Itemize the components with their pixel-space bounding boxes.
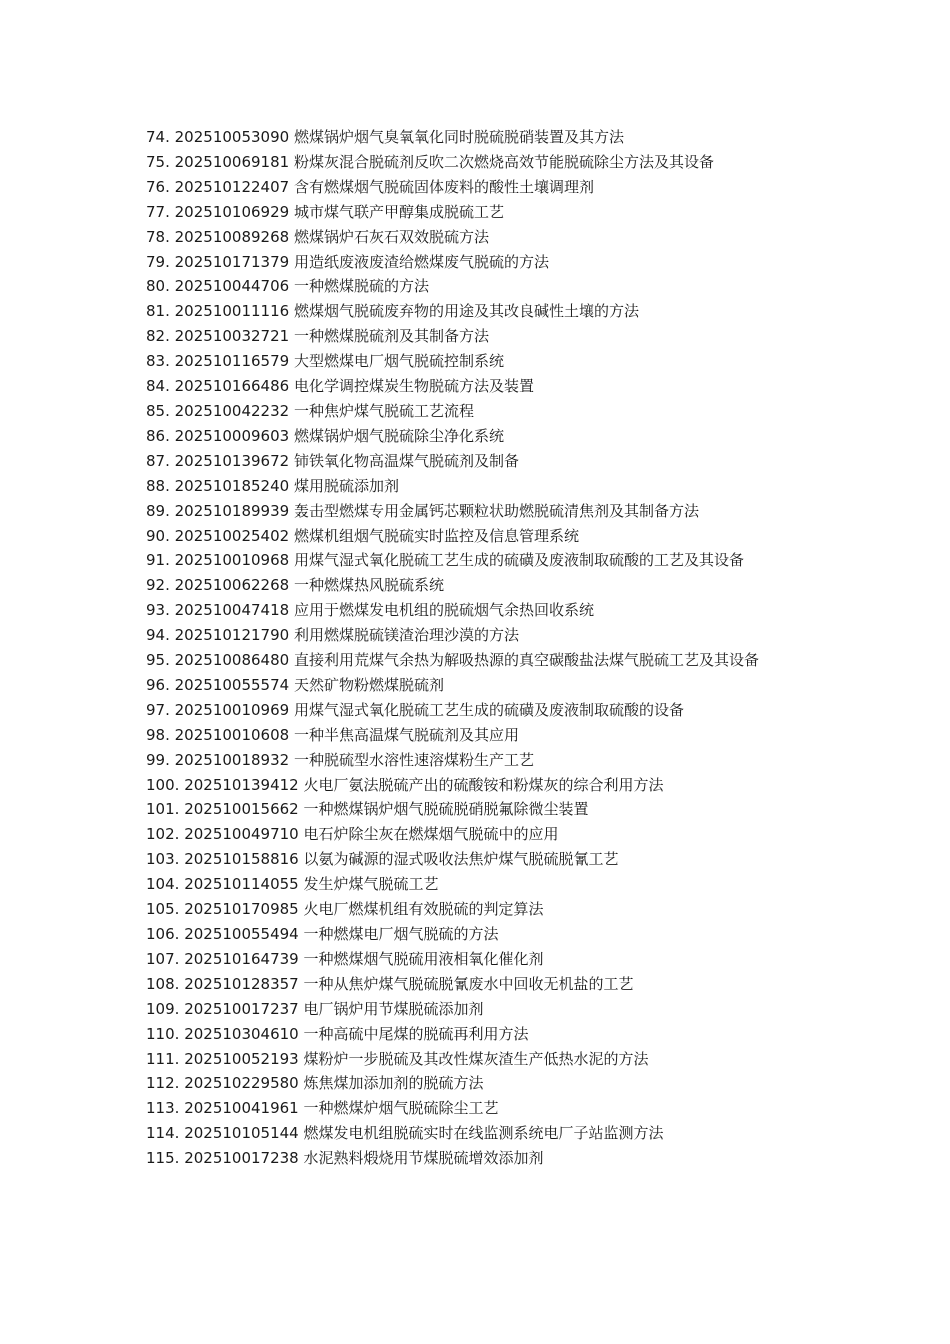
patent-title: 铈铁氧化物高温煤气脱硫剂及制备	[293, 451, 519, 470]
list-item	[146, 748, 806, 773]
application-number: 202510010969	[174, 700, 290, 719]
application-number: 202510025402	[174, 526, 290, 545]
application-number: 202510139412	[184, 775, 299, 794]
item-number: 114.	[146, 1124, 180, 1143]
patent-title: 用造纸废液废渣给燃煤废气脱硫的方法	[293, 252, 549, 271]
item-number: 106.	[146, 925, 180, 943]
application-number: 202510052193	[184, 1049, 299, 1068]
application-number: 202510009603	[174, 426, 290, 445]
application-number: 202510121790	[174, 626, 290, 645]
application-number: 202510106929	[174, 202, 290, 221]
patent-title: 城市煤气联产甲醇集成脱硫工艺	[293, 202, 504, 221]
list-item	[146, 499, 806, 524]
patent-title: 直接利用荒煤气余热为解吸热源的真空碳酸盐法煤气脱硫工艺及其设备	[293, 651, 759, 670]
application-number: 202510015662	[184, 800, 299, 819]
item-number: 91.	[146, 551, 170, 570]
patent-title: 以氨为碱源的湿式吸收法焦炉煤气脱硫脱氰工艺	[303, 850, 619, 869]
patent-title: 含有燃煤烟气脱硫固体废料的酸性土壤调理剂	[293, 177, 594, 196]
item-number: 89.	[146, 501, 170, 520]
patent-title: 天然矿物粉燃煤脱硫剂	[293, 675, 444, 694]
application-number: 202510185240	[174, 476, 290, 495]
application-number: 202510042232	[174, 401, 290, 420]
list-item	[146, 822, 806, 847]
item-number: 94.	[146, 626, 170, 645]
application-number: 202510069181	[174, 152, 290, 171]
patent-title: 发生炉煤气脱硫工艺	[303, 875, 439, 894]
list-item	[146, 922, 806, 947]
patent-title: 电厂锅炉用节煤脱硫添加剂	[303, 999, 484, 1018]
patent-title: 一种从焦炉煤气脱硫脱氰废水中回收无机盐的工艺	[303, 974, 634, 993]
item-number: 95.	[146, 651, 170, 670]
list-item	[146, 324, 806, 349]
item-number: 101.	[146, 800, 180, 819]
item-number: 105.	[146, 900, 180, 919]
item-number: 78.	[146, 227, 170, 246]
application-number: 202510055574	[174, 675, 290, 694]
application-number: 202510164739	[184, 949, 299, 968]
item-number: 113.	[146, 1099, 180, 1118]
patent-title: 煤粉炉一步脱硫及其改性煤灰渣生产低热水泥的方法	[303, 1049, 649, 1068]
list-item	[146, 349, 806, 374]
application-number: 202510041961	[184, 1099, 299, 1118]
patent-title: 粉煤灰混合脱硫剂反吹二次燃烧高效节能脱硫除尘方法及其设备	[293, 152, 714, 171]
patent-title: 一种焦炉煤气脱硫工艺流程	[293, 401, 474, 420]
patent-title: 燃煤锅炉石灰石双效脱硫方法	[293, 227, 489, 246]
list-item	[146, 947, 806, 972]
application-number: 202510044706	[174, 277, 290, 296]
item-number: 100.	[146, 775, 180, 794]
list-item	[146, 299, 806, 324]
application-number: 202510128357	[184, 974, 299, 993]
list-item	[146, 698, 806, 723]
item-number: 99.	[146, 750, 170, 769]
item-number: 98.	[146, 725, 170, 744]
list-item	[146, 125, 806, 150]
list-item	[146, 524, 806, 549]
patent-title: 火电厂燃煤机组有效脱硫的判定算法	[303, 900, 544, 919]
patent-title: 轰击型燃煤专用金属钙芯颗粒状助燃脱硫清焦剂及其制备方法	[293, 501, 699, 520]
application-number: 202510018932	[174, 750, 290, 769]
list-item	[146, 374, 806, 399]
patent-title: 燃煤机组烟气脱硫实时监控及信息管理系统	[293, 526, 579, 545]
list-item	[146, 598, 806, 623]
application-number: 202510086480	[174, 651, 290, 670]
application-number: 202510139672	[174, 451, 290, 470]
list-item	[146, 872, 806, 897]
list-item	[146, 773, 806, 798]
list-item	[146, 150, 806, 175]
list-item	[146, 449, 806, 474]
application-number: 202510122407	[174, 177, 290, 196]
application-number: 202510158816	[184, 850, 299, 869]
list-item	[146, 1096, 806, 1121]
item-number: 90.	[146, 526, 170, 545]
application-number: 202510089268	[174, 227, 290, 246]
list-item	[146, 399, 806, 424]
patent-title: 一种高硫中尾煤的脱硫再利用方法	[303, 1024, 529, 1043]
list-item	[146, 474, 806, 499]
list-item	[146, 424, 806, 449]
item-number: 86.	[146, 426, 170, 445]
patent-title: 一种燃煤炉烟气脱硫除尘工艺	[303, 1099, 499, 1118]
application-number: 202510011116	[174, 302, 290, 321]
list-item	[146, 274, 806, 299]
patent-title: 水泥熟料煅烧用节煤脱硫增效添加剂	[303, 1149, 544, 1168]
application-number: 202510017237	[184, 999, 299, 1018]
application-number: 202510010968	[174, 551, 290, 570]
item-number: 93.	[146, 601, 170, 620]
list-item	[146, 1121, 806, 1146]
application-number: 202510062268	[174, 576, 290, 595]
item-number: 75.	[146, 152, 170, 171]
patent-title: 燃煤烟气脱硫废弃物的用途及其改良碱性土壤的方法	[293, 302, 639, 321]
list-item	[146, 548, 806, 573]
application-number: 202510055494	[184, 925, 299, 943]
item-number: 108.	[146, 974, 180, 993]
patent-title: 一种燃煤锅炉烟气脱硫脱硝脱氟除微尘装置	[303, 800, 589, 819]
item-number: 107.	[146, 949, 180, 968]
patent-title: 一种脱硫型水溶性速溶煤粉生产工艺	[293, 750, 534, 769]
patent-list	[146, 125, 806, 1171]
item-number: 76.	[146, 177, 170, 196]
item-number: 97.	[146, 700, 170, 719]
list-item	[146, 200, 806, 225]
item-number: 77.	[146, 202, 170, 221]
item-number: 84.	[146, 377, 170, 396]
application-number: 202510114055	[184, 875, 299, 894]
item-number: 80.	[146, 277, 170, 296]
list-item	[146, 1047, 806, 1072]
patent-title: 电化学调控煤炭生物脱硫方法及装置	[293, 377, 534, 396]
application-number: 202510170985	[184, 900, 299, 919]
application-number: 202510105144	[184, 1124, 299, 1143]
application-number: 202510053090	[174, 128, 290, 146]
patent-title: 利用燃煤脱硫镁渣治理沙漠的方法	[293, 626, 519, 645]
item-number: 88.	[146, 476, 170, 495]
item-number: 103.	[146, 850, 180, 869]
patent-title: 一种半焦高温煤气脱硫剂及其应用	[293, 725, 519, 744]
application-number: 202510017238	[184, 1149, 299, 1168]
item-number: 81.	[146, 302, 170, 321]
item-number: 87.	[146, 451, 170, 470]
item-number: 74.	[146, 128, 170, 146]
item-number: 110.	[146, 1024, 180, 1043]
application-number: 202510171379	[174, 252, 290, 271]
list-item	[146, 797, 806, 822]
application-number: 202510304610	[184, 1024, 299, 1043]
patent-title: 燃煤锅炉烟气脱硫除尘净化系统	[293, 426, 504, 445]
patent-title: 火电厂氨法脱硫产出的硫酸铵和粉煤灰的综合利用方法	[303, 775, 664, 794]
list-item	[146, 972, 806, 997]
application-number: 202510047418	[174, 601, 290, 620]
list-item	[146, 1022, 806, 1047]
patent-title: 一种燃煤电厂烟气脱硫的方法	[303, 925, 499, 943]
list-item	[146, 847, 806, 872]
application-number: 202510032721	[174, 327, 290, 346]
list-item	[146, 673, 806, 698]
item-number: 104.	[146, 875, 180, 894]
list-item	[146, 648, 806, 673]
patent-title: 用煤气湿式氧化脱硫工艺生成的硫磺及废液制取硫酸的工艺及其设备	[293, 551, 744, 570]
patent-title: 电石炉除尘灰在燃煤烟气脱硫中的应用	[303, 825, 559, 844]
patent-title: 应用于燃煤发电机组的脱硫烟气余热回收系统	[293, 601, 594, 620]
list-item	[146, 250, 806, 275]
application-number: 202510166486	[174, 377, 290, 396]
application-number: 202510049710	[184, 825, 299, 844]
application-number: 202510116579	[174, 352, 290, 371]
item-number: 112.	[146, 1074, 180, 1093]
item-number: 96.	[146, 675, 170, 694]
list-item	[146, 623, 806, 648]
list-item	[146, 997, 806, 1022]
patent-title: 一种燃煤脱硫的方法	[293, 277, 429, 296]
item-number: 92.	[146, 576, 170, 595]
item-number: 82.	[146, 327, 170, 346]
list-item	[146, 723, 806, 748]
list-item	[146, 175, 806, 200]
list-item	[146, 897, 806, 922]
item-number: 85.	[146, 401, 170, 420]
patent-title: 一种燃煤热风脱硫系统	[293, 576, 444, 595]
item-number: 79.	[146, 252, 170, 271]
patent-title: 用煤气湿式氧化脱硫工艺生成的硫磺及废液制取硫酸的设备	[293, 700, 684, 719]
patent-title: 一种燃煤烟气脱硫用液相氧化催化剂	[303, 949, 544, 968]
list-item	[146, 573, 806, 598]
application-number: 202510010608	[174, 725, 290, 744]
application-number: 202510189939	[174, 501, 290, 520]
patent-title: 燃煤发电机组脱硫实时在线监测系统电厂子站监测方法	[303, 1124, 664, 1143]
item-number: 109.	[146, 999, 180, 1018]
list-item	[146, 1146, 806, 1171]
item-number: 111.	[146, 1049, 180, 1068]
item-number: 102.	[146, 825, 180, 844]
patent-title: 一种燃煤脱硫剂及其制备方法	[293, 327, 489, 346]
list-item	[146, 225, 806, 250]
patent-title: 燃煤锅炉烟气臭氧氧化同时脱硫脱硝装置及其方法	[293, 128, 624, 146]
item-number: 115.	[146, 1149, 180, 1168]
patent-title: 煤用脱硫添加剂	[293, 476, 399, 495]
list-item	[146, 1071, 806, 1096]
patent-title: 大型燃煤电厂烟气脱硫控制系统	[293, 352, 504, 371]
patent-title: 炼焦煤加添加剂的脱硫方法	[303, 1074, 484, 1093]
item-number: 83.	[146, 352, 170, 371]
application-number: 202510229580	[184, 1074, 299, 1093]
